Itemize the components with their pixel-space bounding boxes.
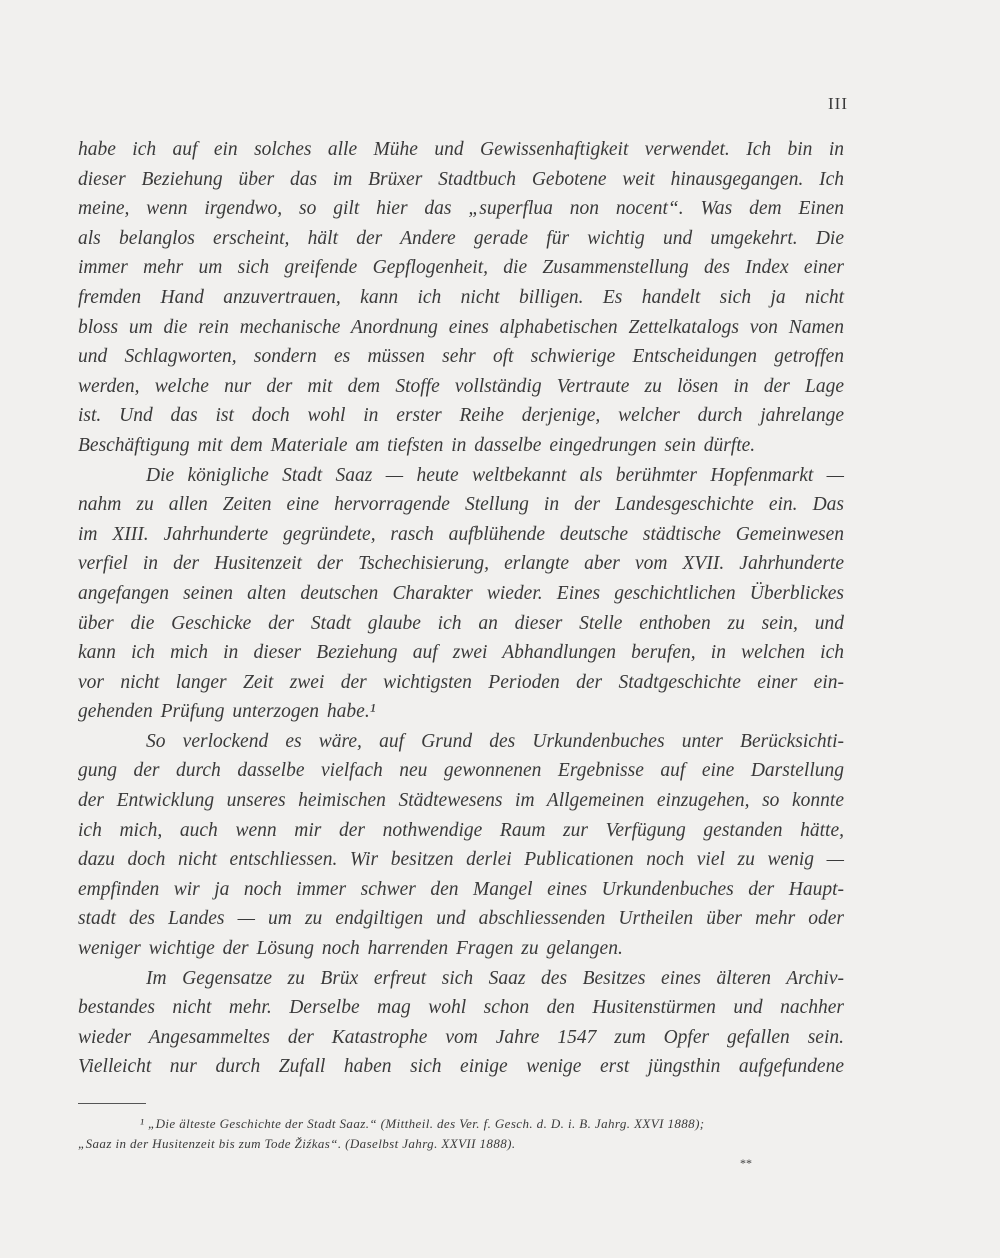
text-line: nahm zu allen Zeiten eine hervorragende Stellung in der Landesgeschichte ein. Das <box>78 494 844 516</box>
text-line: fremden Hand anzuvertrauen, kann ich nicht billigen. Es handelt sich ja nicht <box>78 286 844 308</box>
text-line: empfinden wir ja noch immer schwer den Mangel eines Urkundenbuches der Haupt- <box>78 878 844 900</box>
text-line: Im Gegensatze zu Brüx erfreut sich Saaz des Besitzes eines älteren Archiv- <box>146 967 844 989</box>
body-text <box>78 135 844 1082</box>
page-number: III <box>828 94 848 113</box>
text-line: vor nicht langer Zeit zwei der wichtigsten Perioden der Stadtgeschichte einer ein- <box>78 671 844 693</box>
text-line: weniger wichtige der Lösung noch harrenden Fragen zu gelangen. <box>78 938 623 960</box>
text-line: Vielleicht nur durch Zufall haben sich einige wenige erst jüngsthin aufgefundene <box>78 1056 844 1078</box>
text-line: kann ich mich in dieser Beziehung auf zwei Abhandlungen berufen, in welchen ich <box>78 642 844 664</box>
text-line: angefangen seinen alten deutschen Charakter wieder. Eines geschichtlichen Überblickes <box>78 582 844 604</box>
text-line: verfiel in der Husitenzeit der Tschechisierung, erlangte aber vom XVII. Jahrhunderte <box>78 553 844 575</box>
text-line: So verlockend es wäre, auf Grund des Urkundenbuches unter Berücksichti- <box>146 730 844 752</box>
text-line: ich mich, auch wenn mir der nothwendige Raum zur Verfügung gestanden hätte, <box>78 819 844 841</box>
text-line: immer mehr um sich greifende Gepflogenheit, die Zusammenstellung des Index einer <box>78 257 844 279</box>
footnote-line: ¹ „Die älteste Geschichte der Stadt Saaz.“ (Mittheil. des Ver. f. Gesch. d. D. i. B. Jahrg. XXVI 1888); <box>140 1116 705 1131</box>
text-line: Beschäftigung mit dem Materiale am tiefsten in dasselbe eingedrungen sein dürfte. <box>78 434 756 456</box>
text-line: bestandes nicht mehr. Derselbe mag wohl schon den Husitenstürmen und nachher <box>78 997 844 1019</box>
text-line: über die Geschicke der Stadt glaube ich an dieser Stelle enthoben zu sein, und <box>78 612 844 634</box>
text-line: werden, welche nur der mit dem Stoffe vollständig Vertraute zu lösen in der Lage <box>78 375 844 397</box>
text-line: habe ich auf ein solches alle Mühe und Gewissenhaftigkeit verwendet. Ich bin in <box>78 139 844 160</box>
text-line: wieder Angesammeltes der Katastrophe vom Jahre 1547 zum Opfer gefallen sein. <box>78 1026 844 1048</box>
text-line: Die königliche Stadt Saaz — heute weltbekannt als berühmter Hopfenmarkt — <box>146 464 844 486</box>
footnote-divider <box>78 1103 146 1104</box>
text-line: meine, wenn irgendwo, so gilt hier das „superflua non nocent“. Was dem Einen <box>78 198 844 220</box>
text-line: ist. Und das ist doch wohl in erster Reihe derjenige, welcher durch jahrelange <box>78 405 844 427</box>
footnote-line: „Saaz in der Husitenzeit bis zum Tode Žiźkas“. (Daselbst Jahrg. XXVII 1888). <box>78 1136 516 1151</box>
text-line: bloss um die rein mechanische Anordnung eines alphabetischen Zettelkatalogs von Namen <box>78 316 844 338</box>
signature-mark: ** <box>740 1156 752 1170</box>
text-line: dazu doch nicht entschliessen. Wir besitzen derlei Publicationen noch viel zu wenig — <box>78 849 844 871</box>
footnotes <box>78 1114 844 1154</box>
text-line: gung der durch dasselbe vielfach neu gewonnenen Ergebnisse auf eine Darstellung <box>78 760 844 782</box>
text-line: stadt des Landes — um zu endgiltigen und abschliessenden Urtheilen über mehr oder <box>78 908 844 930</box>
text-line: gehenden Prüfung unterzogen habe.¹ <box>78 701 376 723</box>
text-line: im XIII. Jahrhunderte gegründete, rasch aufblühende deutsche städtische Gemeinwesen <box>78 523 844 545</box>
text-line: dieser Beziehung über das im Brüxer Stadtbuch Gebotene weit hinausgegangen. Ich <box>78 168 844 190</box>
text-line: der Entwicklung unseres heimischen Städtewesens im Allgemeinen einzugehen, so konnte <box>78 790 844 812</box>
text-line: und Schlagworten, sondern es müssen sehr oft schwierige Entscheidungen getroffen <box>78 346 844 368</box>
text-line: als belanglos erscheint, hält der Andere gerade für wichtig und umgekehrt. Die <box>78 227 844 249</box>
